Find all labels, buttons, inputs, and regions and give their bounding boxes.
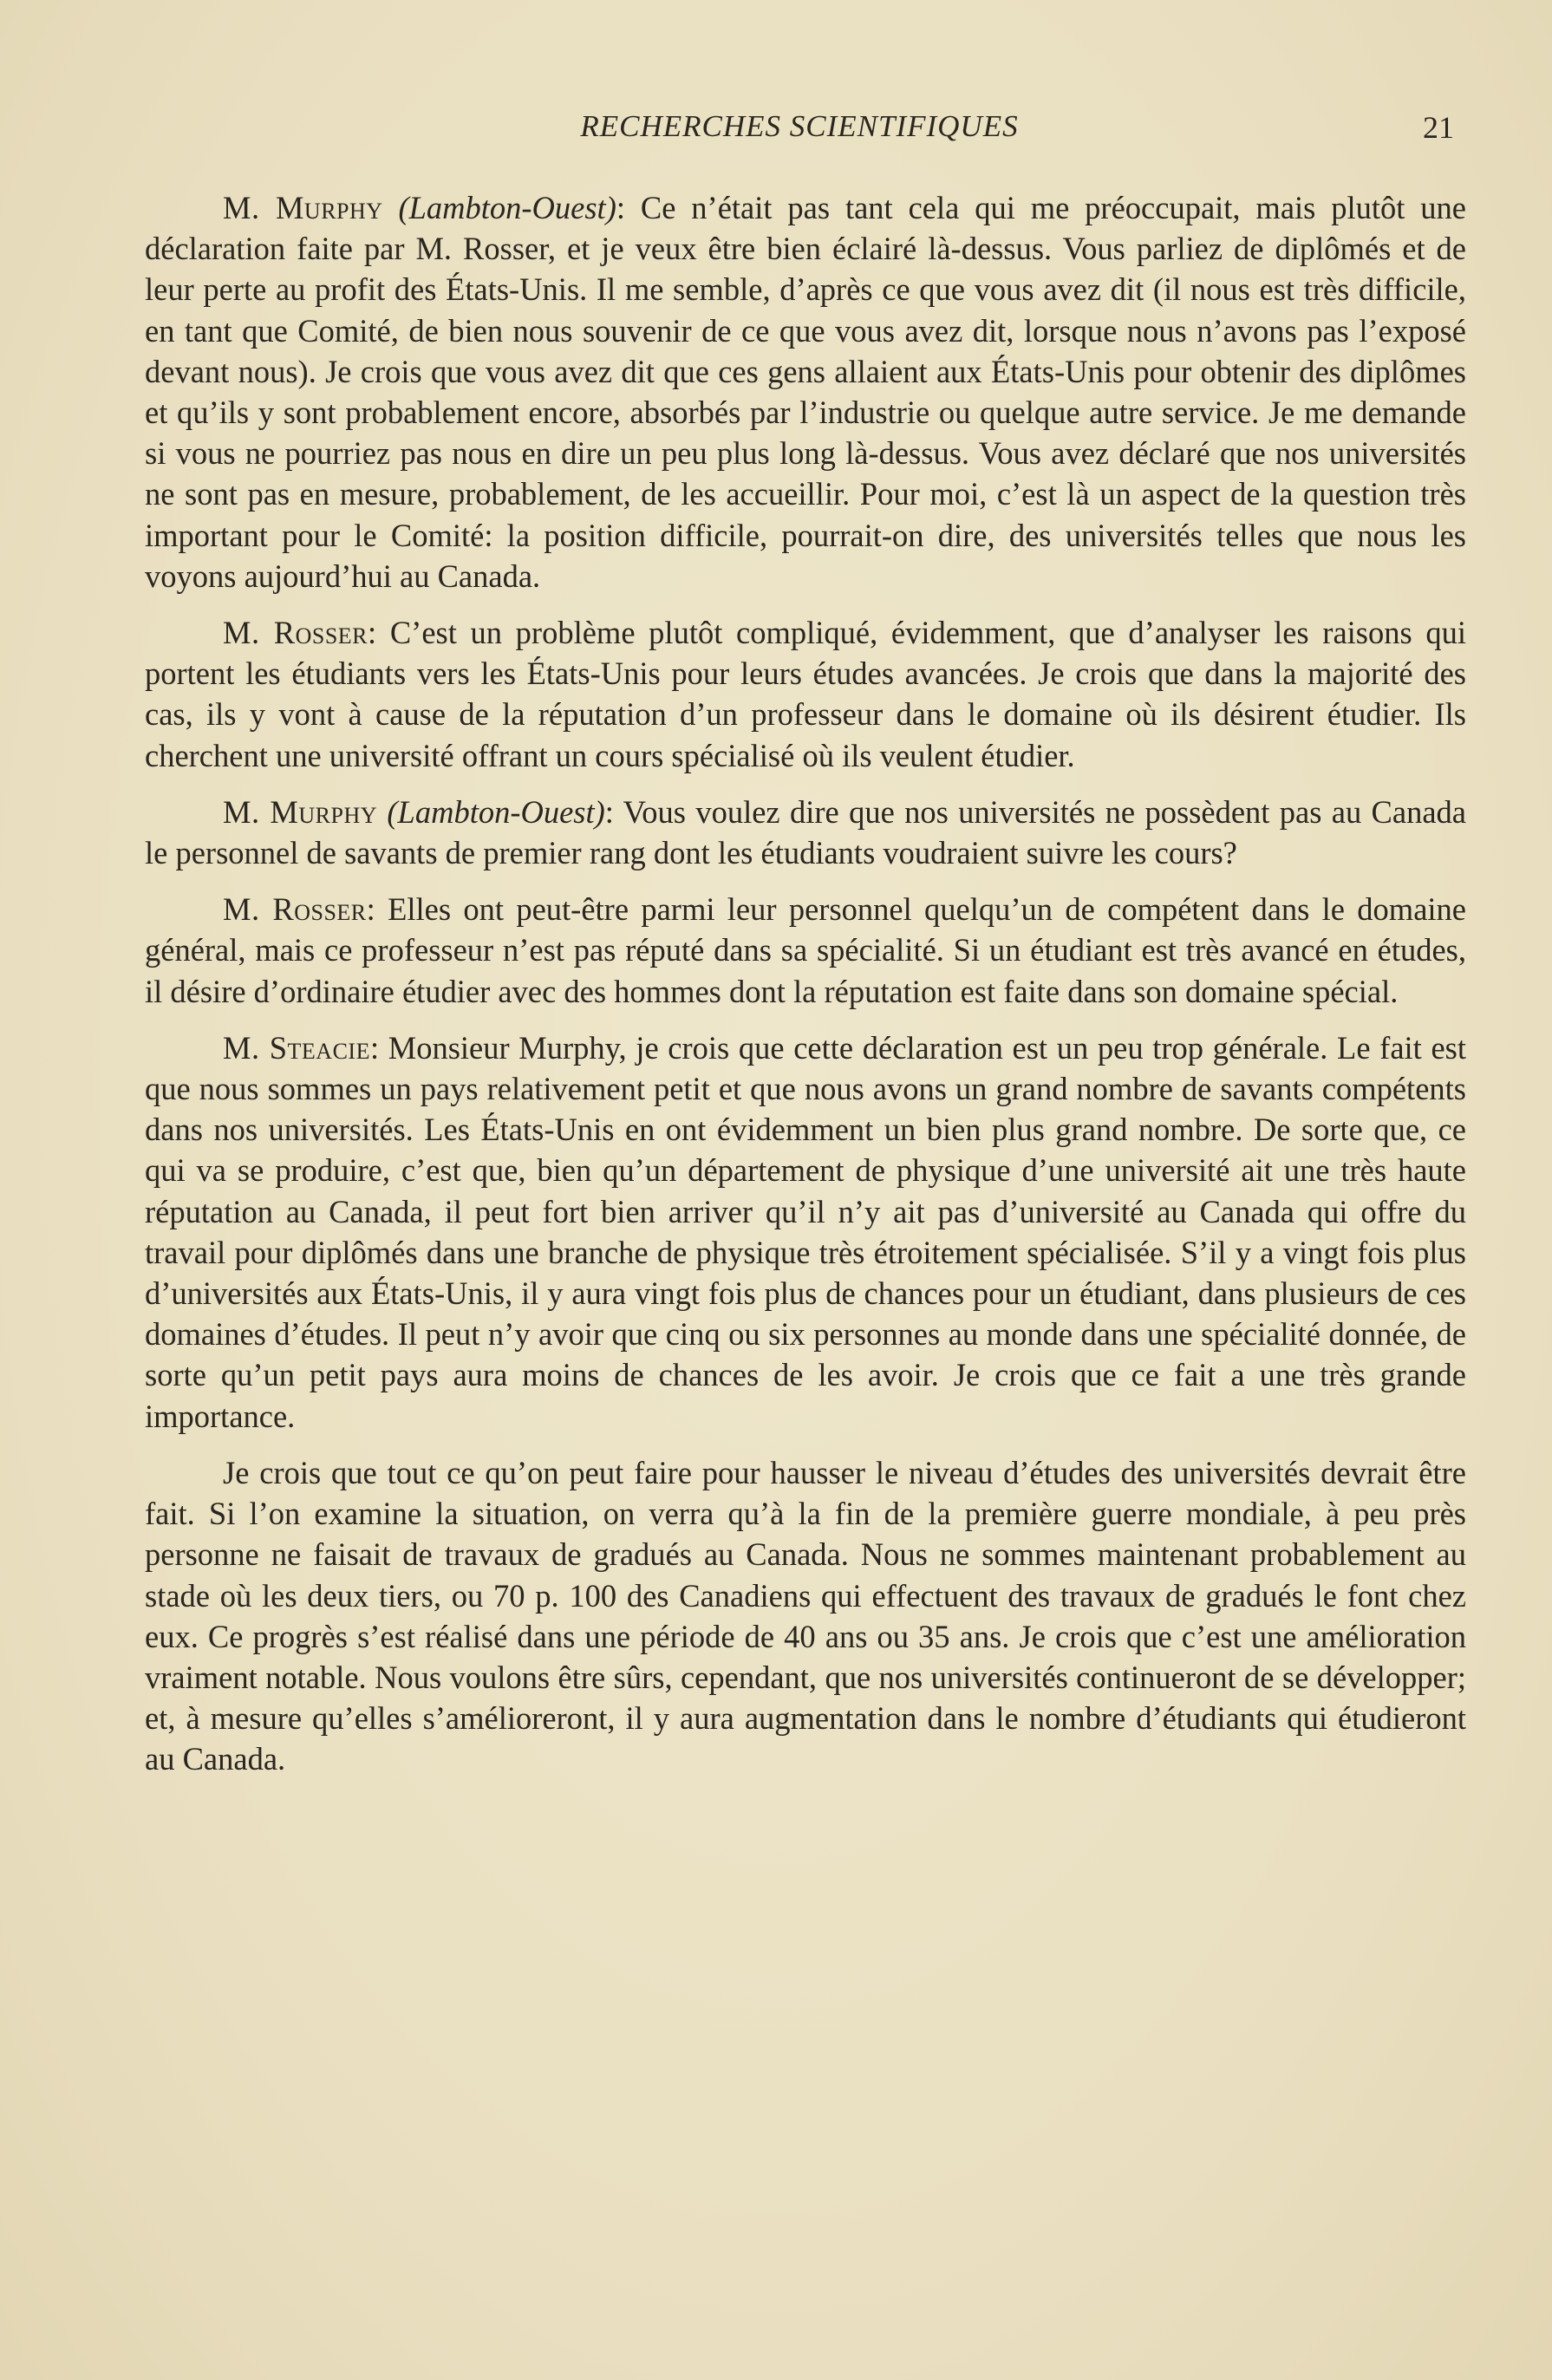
speaker-name: M. Murphy bbox=[223, 190, 383, 225]
running-title: RECHERCHES SCIENTIFIQUES bbox=[580, 109, 1019, 143]
speaker-riding: (Lambton-Ouest) bbox=[398, 190, 616, 225]
paragraph-text: : Elles ont peut-être parmi leur personnel quelqu’un de compétent dans le domaine général, mais ce professeur n’est pas réputé dans sa spécialité. Si un étudiant est très avancé en études, il désire d’ordinaire étudier avec des hommes dont la réputation est faite dans son domaine spécial. bbox=[145, 891, 1466, 1009]
page-number: 21 bbox=[1423, 110, 1454, 145]
paragraph-text: Je crois que tout ce qu’on peut faire pour hausser le niveau d’études des universités devrait être fait. Si l’on examine la situation, on verra qu’à la fin de la première guerre mondiale, à peu près personne ne faisait de travaux de gradués au Canada. Nous ne sommes maintenant probablement au stade où les deux tiers, ou 70 p. 100 des Canadiens qui effectuent des travaux de gradués le font chez eux. Ce progrès s’est réalisé dans une période de 40 ans ou 35 ans. Je crois que c’est une amélioration vraiment notable. Nous voulons être sûrs, cependant, que nos universités continueront de se développer; et, à mesure qu’elles s’amélioreront, il y aura augmentation dans le nombre d’étudiants qui étudieront au Canada. bbox=[145, 1454, 1466, 1777]
paragraph-murphy-2 bbox=[145, 792, 1466, 873]
paragraph-steacie-1 bbox=[145, 1027, 1466, 1437]
paragraph-text: : Monsieur Murphy, je crois que cette déclaration est un peu trop générale. Le fait est que nous sommes un pays relativement petit et que nous avons un grand nombre de savants compétents dans nos universités. Les États-Unis en ont évidemment un bien plus grand nombre. De sorte que, ce qui va se produire, c’est que, bien qu’un département de physique d’une université ait une très haute réputation au Canada, il peut fort bien arriver qu’il n’y ait pas d’université au Canada qui offre du travail pour diplômés dans une branche de physique très étroitement spécialisée. S’il y a vingt fois plus d’universités aux États-Unis, il y aura vingt fois plus de chances pour un étudiant, dans plusieurs de ces domaines d’études. Il peut n’y avoir que cinq ou six personnes au monde dans une spécialité donnée, de sorte qu’un petit pays aura moins de chances de les avoir. Je crois que ce fait a une très grande importance. bbox=[145, 1029, 1466, 1434]
speaker-name: M. Rosser bbox=[223, 891, 367, 928]
speaker-riding: (Lambton-Ouest) bbox=[387, 793, 605, 830]
paragraph-steacie-2 bbox=[145, 1452, 1466, 1780]
page-header bbox=[145, 102, 1454, 154]
paragraph-rosser-2 bbox=[145, 889, 1466, 1012]
paragraph-text: : C’est un problème plutôt compliqué, évidemment, que d’analyser les raisons qui portent les étudiants vers les États-Unis pour leurs études avancées. Je crois que dans la majorité des cas, ils y vont à cause de la réputation d’un professeur dans le domaine où ils désirent étudier. Ils cherchent une université offrant un cours spécialisé où ils veulent étudier. bbox=[145, 615, 1466, 773]
paragraph-text: : Ce n’était pas tant cela qui me préoccupait, mais plutôt une déclaration faite par M. Rosser, et je veux être bien éclairé là-dessus. Vous parliez de diplômés et de leur perte au profit des États-Unis. Il me semble, d’après ce que vous avez dit (il nous est très difficile, en tant que Comité, de bien nous souvenir de ce que vous avez dit, lorsque nous n’avons pas l’exposé devant nous). Je crois que vous avez dit que ces gens allaient aux États-Unis pour obtenir des diplômes et qu’ils y sont probablement encore, absorbés par l’industrie ou quelque autre service. Je me demande si vous ne pourriez pas nous en dire un peu plus long là-dessus. Vous avez déclaré que nos universités ne sont pas en mesure, probablement, de les accueillir. Pour moi, c’est là un aspect de la question très important pour le Comité: la position difficile, pourrait-on dire, des universités telles que nous les voyons aujourd’hui au Canada. bbox=[145, 190, 1466, 594]
paragraph-rosser-1 bbox=[145, 612, 1466, 776]
page-body bbox=[145, 187, 1466, 1796]
paragraph-text: : Vous voulez dire que nos universités ne possèdent pas au Canada le personnel de savants de premier rang dont les étudiants voudraient suivre les cours? bbox=[145, 793, 1467, 871]
speaker-name: M. Murphy bbox=[223, 793, 378, 830]
speaker-name: M. Rosser bbox=[223, 615, 368, 651]
speaker-name: M. Steacie bbox=[223, 1029, 370, 1066]
paragraph-murphy-1 bbox=[145, 187, 1466, 597]
